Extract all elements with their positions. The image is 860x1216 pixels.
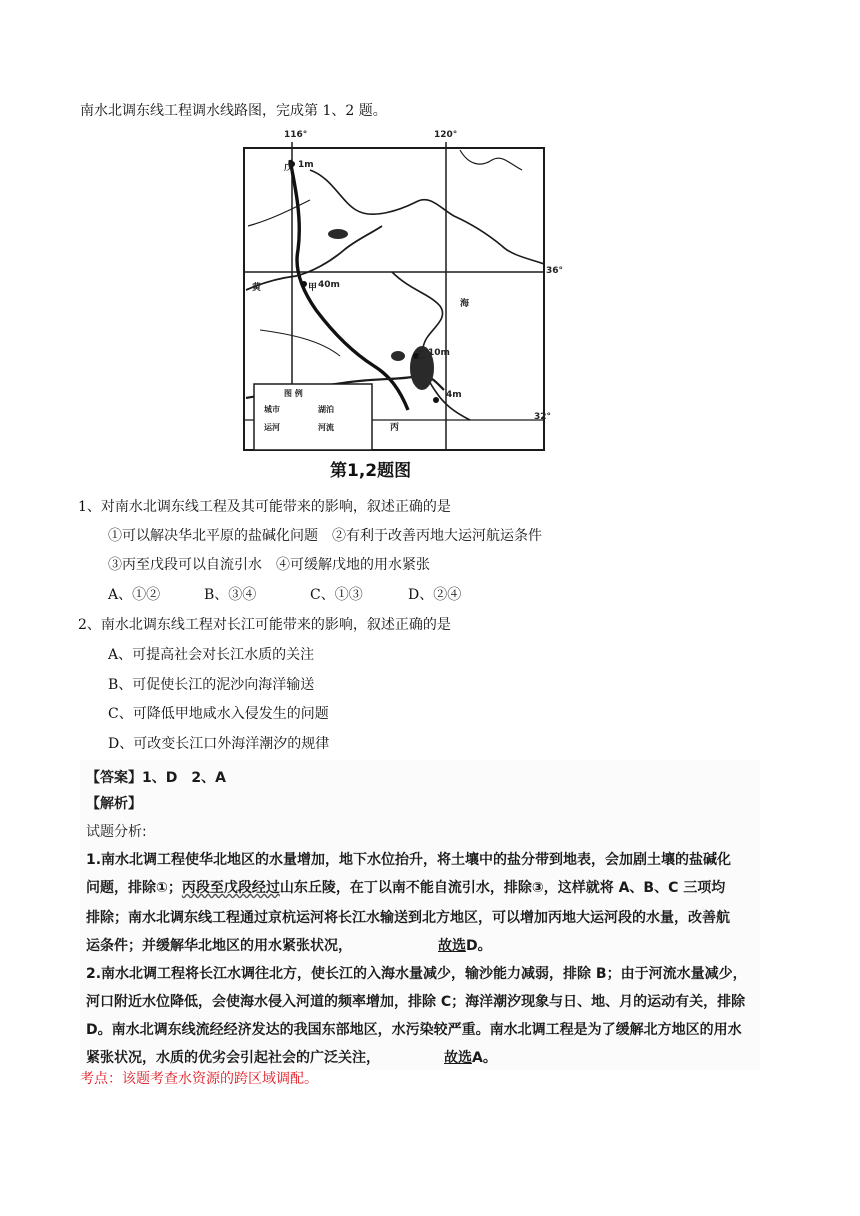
analysis-2-line-3: D。南水北调东线流经经济发达的我国东部地区，水污染较严重。南水北调工程是为了缓解北方地区的用水: [86, 1022, 742, 1038]
map-label-wu: 戊: [284, 163, 294, 173]
question-1-stem: 1、对南水北调东线工程及其可能带来的影响，叙述正确的是: [78, 499, 451, 515]
q2-option-b[interactable]: B、可促使长江的泥沙向海洋输送: [108, 677, 315, 693]
map-label-wu-height: 1m: [298, 160, 314, 170]
lon-116-label: 116°: [284, 130, 308, 140]
q1-option-b[interactable]: B、③④: [204, 587, 257, 603]
analysis-1-line-4-part-a: 运条件；并缓解华北地区的用水紧张状况，: [86, 938, 352, 954]
analysis-1-line-2-part-b: 丙段至戊段经过: [181, 880, 280, 896]
answer-heading: 【答案】1、D 2、A: [86, 770, 226, 786]
analysis-1-line-2-part-c: 山东丘陵，在丁以南不能自流引水，排除③，这样就将 A、B、C 三项均: [279, 880, 726, 896]
map-label-yi: 乙: [416, 351, 426, 361]
answer-analysis-block: [80, 760, 760, 1070]
map-label-yi-height: 10m: [428, 348, 450, 358]
question-1-statements-a: ①可以解决华北平原的盐碱化问题 ②有利于改善丙地大运河航运条件: [108, 528, 542, 544]
analysis-heading: 【解析】: [86, 796, 142, 812]
intro-text: 南水北调东线工程调水线路图，完成第 1、2 题。: [80, 103, 387, 119]
question-1-options: [108, 585, 461, 605]
analysis-2-choice-value: A。: [472, 1050, 497, 1066]
legend-item-city: 城市: [264, 405, 280, 414]
figure-caption: 第1,2题图: [330, 461, 412, 481]
exam-point-note: 考点：该题考查水资源的跨区域调配。: [80, 1071, 318, 1087]
map-figure: [240, 130, 564, 481]
legend-item-lake: 湖泊: [318, 405, 334, 414]
route-map: [240, 130, 560, 480]
analysis-2-line-4: [86, 1048, 497, 1068]
analysis-1-line-4: [86, 936, 492, 956]
lat-36-label: 36°: [546, 266, 564, 276]
analysis-subheading: 试题分析:: [86, 824, 147, 840]
analysis-1-choice: 故选: [438, 938, 466, 954]
analysis-1-line-2-part-a: 问题，排除①；: [86, 880, 182, 896]
lon-120-label: 120°: [434, 130, 458, 140]
analysis-2-choice: 故选: [444, 1050, 472, 1066]
map-label-sea: 海: [460, 299, 470, 309]
analysis-2-line-1: 2.南水北调工程将长江水调往北方，使长江的入海水量减少，输沙能力减弱，排除 B；由于河流水量减少，: [86, 966, 747, 982]
q2-option-d[interactable]: D、可改变长江口外海洋潮汐的规律: [108, 736, 330, 752]
q1-option-d[interactable]: D、②④: [408, 587, 462, 603]
question-2-stem: 2、南水北调东线工程对长江可能带来的影响，叙述正确的是: [78, 617, 451, 633]
legend-item-river: 河流: [318, 423, 334, 432]
analysis-2-line-4-part-a: 紧张状况，水质的优劣会引起社会的广泛关注，: [86, 1050, 380, 1066]
legend-title: 图 例: [284, 389, 303, 398]
q2-option-a[interactable]: A、可提高社会对长江水质的关注: [108, 647, 315, 663]
analysis-1-line-2: [86, 878, 725, 898]
question-1-statements-b: ③丙至戊段可以自流引水 ④可缓解戊地的用水紧张: [108, 557, 430, 573]
analysis-2-line-2: 河口附近水位降低，会使海水侵入河道的频率增加，排除 C；海洋潮汐现象与日、地、月的运动有关，排除: [86, 994, 746, 1010]
analysis-1-choice-value: D。: [466, 938, 492, 954]
map-label-river: 黄: [252, 283, 262, 293]
legend-item-canal: 运河: [264, 423, 280, 432]
q2-option-c[interactable]: C、可降低甲地咸水入侵发生的问题: [108, 706, 329, 722]
lat-32-label: 32°: [534, 412, 552, 422]
map-label-jia-height: 40m: [318, 280, 340, 290]
map-label-jia: 甲: [308, 283, 318, 293]
analysis-1-line-3: 排除；南水北调东线工程通过京杭运河将长江水输送到北方地区，可以增加丙地大运河段的水量，改善航: [86, 910, 730, 926]
analysis-1-line-1: 1.南水北调工程使华北地区的水量增加，地下水位抬升，将土壤中的盐分带到地表，会加剧土壤的盐碱化: [86, 852, 732, 868]
q1-option-a[interactable]: A、①②: [108, 587, 161, 603]
map-label-bing-height: 4m: [446, 390, 462, 400]
q1-option-c[interactable]: C、①③: [310, 587, 363, 603]
map-label-bing: 丙: [390, 423, 400, 433]
